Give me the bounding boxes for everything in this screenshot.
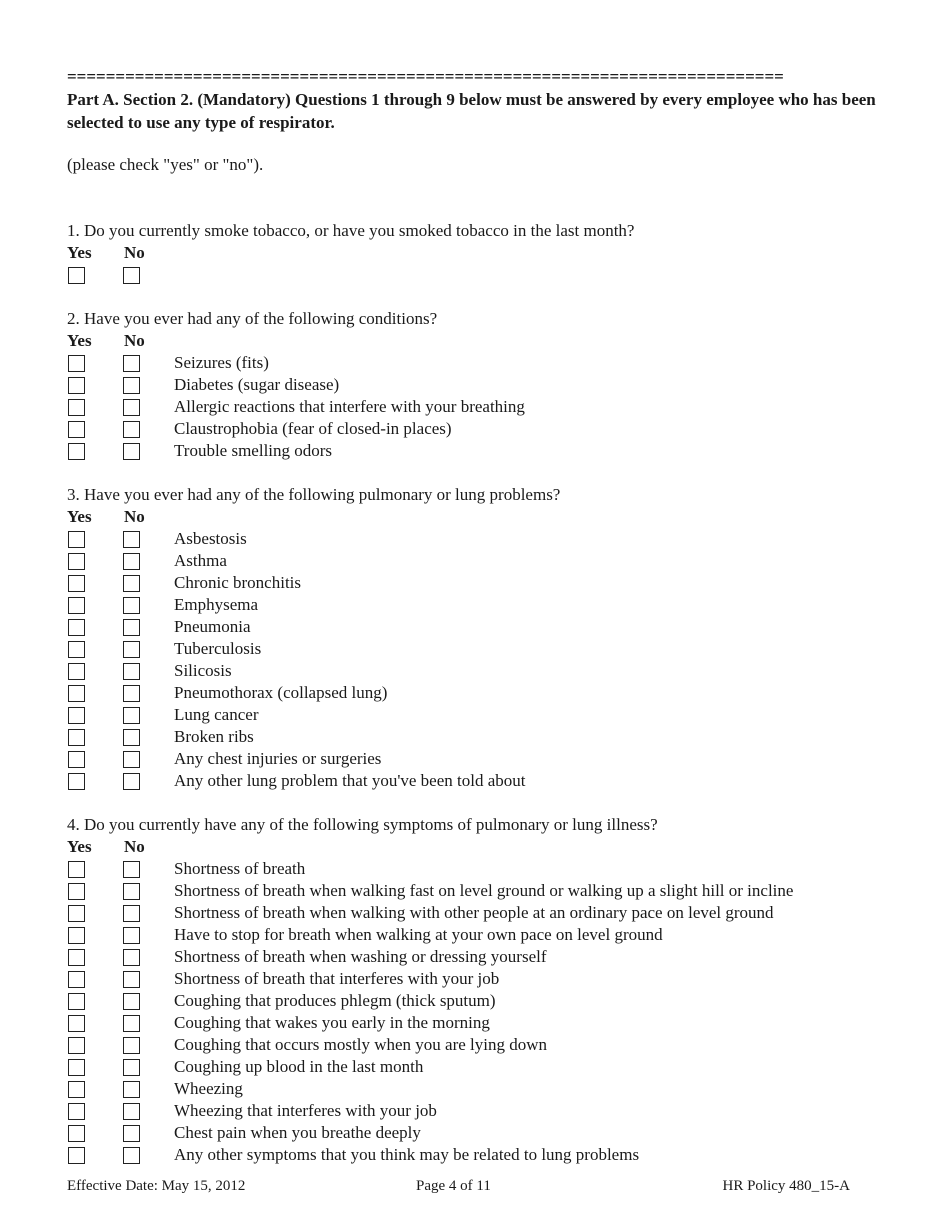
yes-checkbox[interactable]: [68, 971, 85, 988]
question-text: 1. Do you currently smoke tobacco, or have you smoked tobacco in the last month?: [67, 221, 635, 240]
no-checkbox[interactable]: [123, 1081, 140, 1098]
yes-checkbox[interactable]: [68, 597, 85, 614]
no-checkbox[interactable]: [123, 971, 140, 988]
checkbox-row: [67, 638, 897, 660]
no-checkbox[interactable]: [123, 641, 140, 658]
no-checkbox[interactable]: [123, 399, 140, 416]
no-checkbox[interactable]: [123, 443, 140, 460]
yes-checkbox[interactable]: [68, 861, 85, 878]
yes-checkbox[interactable]: [68, 949, 85, 966]
no-checkbox[interactable]: [123, 1037, 140, 1054]
no-checkbox[interactable]: [123, 927, 140, 944]
checkbox-row: [67, 1100, 897, 1122]
question-text: 2. Have you ever had any of the following conditions?: [67, 309, 438, 328]
lung-problem-label: Any other lung problem that you've been told about: [174, 771, 526, 790]
no-checkbox[interactable]: [123, 663, 140, 680]
lung-problem-label: Emphysema: [174, 595, 259, 614]
symptom-label: Shortness of breath: [174, 859, 306, 878]
no-checkbox[interactable]: [123, 421, 140, 438]
no-checkbox[interactable]: [123, 751, 140, 768]
yes-checkbox[interactable]: [68, 443, 85, 460]
checkbox-row: [67, 440, 897, 462]
yes-checkbox[interactable]: [68, 377, 85, 394]
checkbox-row: [67, 770, 897, 792]
no-checkbox[interactable]: [123, 531, 140, 548]
no-checkbox[interactable]: [123, 267, 140, 284]
question-text: 4. Do you currently have any of the following symptoms of pulmonary or lung illness?: [67, 815, 658, 834]
lung-problem-label: Pneumonia: [174, 617, 251, 636]
checkbox-row: [67, 352, 897, 374]
yes-checkbox[interactable]: [68, 1147, 85, 1164]
checkbox-row: [67, 550, 897, 572]
checkbox-row: [67, 660, 897, 682]
checkbox-row: [67, 418, 897, 440]
question-text: 3. Have you ever had any of the following pulmonary or lung problems?: [67, 485, 561, 504]
lung-problem-label: Broken ribs: [174, 727, 254, 746]
yes-checkbox[interactable]: [68, 773, 85, 790]
yes-checkbox[interactable]: [68, 399, 85, 416]
symptom-label: Have to stop for breath when walking at your own pace on level ground: [174, 925, 663, 944]
yes-checkbox[interactable]: [68, 641, 85, 658]
checkbox-row: [67, 682, 897, 704]
yes-checkbox[interactable]: [68, 355, 85, 372]
yes-checkbox[interactable]: [68, 993, 85, 1010]
no-checkbox[interactable]: [123, 619, 140, 636]
no-checkbox[interactable]: [123, 707, 140, 724]
effective-date: Effective Date: May 15, 2012: [67, 1178, 246, 1194]
symptom-label: Wheezing: [174, 1079, 243, 1098]
checkbox-row: [67, 528, 897, 550]
instruction-text: (please check "yes" or "no").: [67, 155, 264, 174]
symptom-label: Chest pain when you breathe deeply: [174, 1123, 421, 1142]
symptom-label: Coughing that wakes you early in the morning: [174, 1013, 490, 1032]
no-checkbox[interactable]: [123, 729, 140, 746]
lung-problem-label: Tuberculosis: [174, 639, 262, 658]
yes-checkbox[interactable]: [68, 883, 85, 900]
symptom-label: Shortness of breath that interferes with your job: [174, 969, 500, 988]
separator-line: ==========================================================================: [67, 67, 784, 86]
yes-checkbox[interactable]: [68, 685, 85, 702]
checkbox-row: [67, 594, 897, 616]
yes-checkbox[interactable]: [68, 751, 85, 768]
symptom-label: Any other symptoms that you think may be related to lung problems: [174, 1145, 640, 1164]
checkbox-row: [67, 572, 897, 594]
symptom-label: Wheezing that interferes with your job: [174, 1101, 437, 1120]
no-checkbox[interactable]: [123, 553, 140, 570]
lung-problem-label: Silicosis: [174, 661, 232, 680]
yes-checkbox[interactable]: [68, 1037, 85, 1054]
checkbox-row: [67, 880, 897, 902]
symptom-label: Shortness of breath when walking fast on level ground or walking up a slight hill or incline: [174, 881, 794, 900]
no-checkbox[interactable]: [123, 575, 140, 592]
no-checkbox[interactable]: [123, 861, 140, 878]
yes-checkbox[interactable]: [68, 575, 85, 592]
no-checkbox[interactable]: [123, 773, 140, 790]
no-checkbox[interactable]: [123, 949, 140, 966]
yes-checkbox[interactable]: [68, 531, 85, 548]
yes-checkbox[interactable]: [68, 729, 85, 746]
no-checkbox[interactable]: [123, 1147, 140, 1164]
no-checkbox[interactable]: [123, 1015, 140, 1032]
page-footer: [67, 1177, 850, 1195]
yes-column-label: Yes: [67, 837, 92, 856]
checkbox-row: [67, 1056, 897, 1078]
symptom-label: Coughing up blood in the last month: [174, 1057, 424, 1076]
no-checkbox[interactable]: [123, 685, 140, 702]
checkbox-row: [67, 1122, 897, 1144]
yes-checkbox[interactable]: [68, 927, 85, 944]
no-column-label: No: [124, 837, 145, 856]
checkbox-row: [67, 704, 897, 726]
question-block: [67, 308, 897, 462]
checkbox-row: [67, 264, 897, 286]
no-checkbox[interactable]: [123, 1059, 140, 1076]
no-checkbox[interactable]: [123, 355, 140, 372]
lung-problem-label: Pneumothorax (collapsed lung): [174, 683, 388, 702]
lung-problem-label: Asbestosis: [174, 529, 247, 548]
no-checkbox[interactable]: [123, 377, 140, 394]
checkbox-row: [67, 990, 897, 1012]
checkbox-row: [67, 1034, 897, 1056]
checkbox-row: [67, 616, 897, 638]
checkbox-row: [67, 748, 897, 770]
symptom-label: Coughing that produces phlegm (thick sputum): [174, 991, 496, 1010]
no-checkbox[interactable]: [123, 883, 140, 900]
lung-problem-label: Chronic bronchitis: [174, 573, 302, 592]
yes-no-header: [67, 836, 897, 858]
checkbox-row: [67, 968, 897, 990]
yes-column-label: Yes: [67, 507, 92, 526]
no-checkbox[interactable]: [123, 597, 140, 614]
yes-no-header: [67, 506, 897, 528]
yes-checkbox[interactable]: [68, 1015, 85, 1032]
yes-checkbox[interactable]: [68, 1103, 85, 1120]
symptom-label: Shortness of breath when washing or dressing yourself: [174, 947, 547, 966]
lung-problem-label: Any chest injuries or surgeries: [174, 749, 382, 768]
no-column-label: No: [124, 243, 145, 262]
checkbox-row: [67, 1078, 897, 1100]
yes-no-header: [67, 330, 897, 352]
yes-no-header: [67, 242, 897, 264]
symptom-label: Shortness of breath when walking with other people at an ordinary pace on level ground: [174, 903, 774, 922]
question-block: [67, 484, 897, 792]
question-block: [67, 814, 897, 1166]
yes-checkbox[interactable]: [68, 553, 85, 570]
checkbox-row: [67, 396, 897, 418]
symptom-label: Coughing that occurs mostly when you are lying down: [174, 1035, 548, 1054]
condition-label: Trouble smelling odors: [174, 441, 333, 460]
yes-checkbox[interactable]: [68, 421, 85, 438]
yes-column-label: Yes: [67, 331, 92, 350]
yes-checkbox[interactable]: [68, 905, 85, 922]
policy-number: HR Policy 480_15-A: [722, 1178, 850, 1194]
no-column-label: No: [124, 507, 145, 526]
checkbox-row: [67, 374, 897, 396]
page-number: Page 4 of 11: [416, 1178, 491, 1194]
lung-problem-label: Asthma: [174, 551, 227, 570]
no-checkbox[interactable]: [123, 905, 140, 922]
no-checkbox[interactable]: [123, 993, 140, 1010]
question-block: [67, 220, 897, 286]
yes-checkbox[interactable]: [68, 1125, 85, 1142]
no-checkbox[interactable]: [123, 1103, 140, 1120]
yes-checkbox[interactable]: [68, 1059, 85, 1076]
lung-problem-label: Lung cancer: [174, 705, 259, 724]
checkbox-row: [67, 902, 897, 924]
yes-checkbox[interactable]: [68, 707, 85, 724]
condition-label: Diabetes (sugar disease): [174, 375, 340, 394]
document-page: [67, 66, 897, 1166]
section-heading: Part A. Section 2. (Mandatory) Questions 1 through 9 below must be answered by every employee who has been selected to use any type of respirator.: [67, 90, 876, 132]
yes-checkbox[interactable]: [68, 619, 85, 636]
yes-checkbox[interactable]: [68, 1081, 85, 1098]
checkbox-row: [67, 924, 897, 946]
yes-column-label: Yes: [67, 243, 92, 262]
checkbox-row: [67, 858, 897, 880]
checkbox-row: [67, 946, 897, 968]
no-checkbox[interactable]: [123, 1125, 140, 1142]
condition-label: Allergic reactions that interfere with your breathing: [174, 397, 525, 416]
checkbox-row: [67, 726, 897, 748]
checkbox-row: [67, 1144, 897, 1166]
checkbox-row: [67, 1012, 897, 1034]
condition-label: Claustrophobia (fear of closed-in places): [174, 419, 452, 438]
yes-checkbox[interactable]: [68, 267, 85, 284]
no-column-label: No: [124, 331, 145, 350]
yes-checkbox[interactable]: [68, 663, 85, 680]
condition-label: Seizures (fits): [174, 353, 269, 372]
